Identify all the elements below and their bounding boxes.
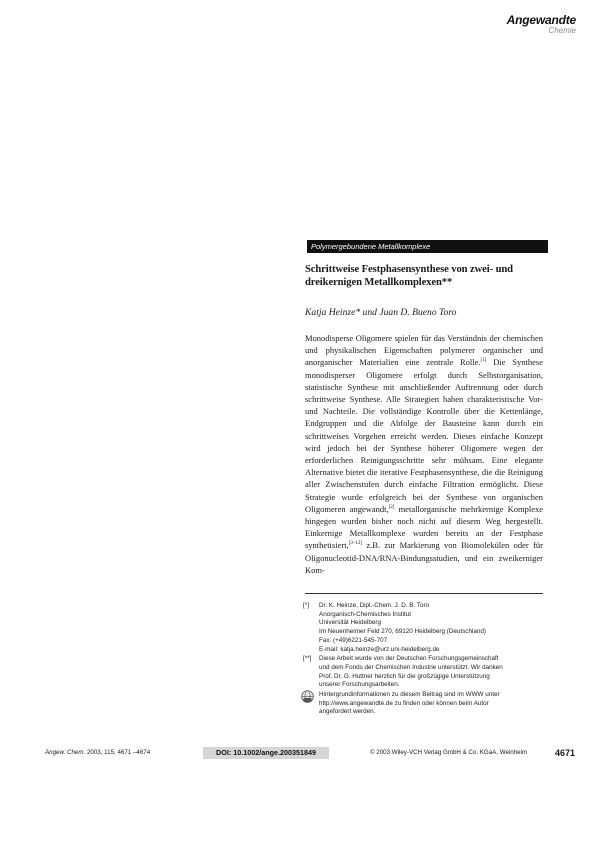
footnote-line: unserer Forschungsarbeiten. [319,681,400,689]
page-number: 4671 [555,748,576,758]
journal-logo-main: Angewandte [506,13,576,27]
footnote-line: Im Neuenheimer Feld 270, 69120 Heidelberg (Deutschland) [319,628,486,636]
www-icon [301,690,314,703]
footnote-link[interactable]: http://www.angewandte.de zu finden oder können beim Autor [319,699,489,707]
body-run: z.B. zur Markierung von Biomolekülen oder für Oligonucleotid-DNA/RNA-Bindungsstudien, und ein zweikerniger Kom- [305,540,543,575]
citation-ref: [1] [480,358,487,364]
article-title [305,264,550,289]
title-line: dreikernigen Metallkomplexen** [305,276,453,288]
author-line: Katja Heinze* und Juan D. Bueno Toro [305,307,457,318]
footnote-divider [305,593,543,594]
footer-copyright: © 2003 Wiley-VCH Verlag GmbH & Co. KGaA, Weinheim [370,749,528,756]
footnote-line: Universität Heidelberg [319,619,381,627]
journal-logo-sub: Chemie [548,26,576,35]
body-text [305,332,543,576]
footnote-email[interactable]: E-mail: katja.heinze@urz.uni-heidelberg.de [319,645,440,653]
footnotes [303,602,548,718]
citation-ref: [2] [388,505,395,511]
footnote-line: Diese Arbeit wurde von der Deutschen Forschungsgemeinschaft [319,655,499,663]
title-line: Schrittweise Festphasensynthese von zwei- und [305,264,513,275]
section-heading: Polymergebundene Metallkomplexe [307,240,548,253]
footnote-acknowledgement [303,655,548,690]
footnote-line: und dem Fonds der Chemischen Industrie unterstützt. Wir danken [319,663,503,671]
footnote-supporting-info [303,691,548,717]
footnote-line: Hintergrundinformationen zu diesem Beitrag sind im WWW unter [319,691,500,699]
citation-ref: [3–12] [348,541,363,547]
body-run: Monodisperse Oligomere spielen für das Verständnis der chemischen und physikalischen Eigenschaften polymerer organischer und anorganischer Materialien eine zentrale Rolle. [305,333,543,368]
footer-doi[interactable]: DOI: 10.1002/ange.200351849 [203,747,329,759]
journal-logo [507,14,576,35]
footnote-mark: [**] [303,655,312,663]
footnote-line: Dr. K. Heinze, Dipl.-Chem. J. D. B. Toro [319,602,430,609]
footnote-affiliation [303,602,548,654]
footer-citation [45,746,150,760]
footnote-line: Prof. Dr. G. Huttner herzlich für die großzügige Unterstützung [319,672,490,680]
body-run: Die Synthese monodisperser Oligomere erfolgt durch Selbstorganisation, statistische Synthese mit anschließender Auftrennung oder durch schrittweise Synthese. Alle Strategien haben charakteristische Vor- und Nachteile. Die vollständige Kontrolle über die Kettenlänge, Endgruppen und die Abfolge der Bausteine kann durch ein schrittweises Vorgehen erreicht werden. Dieses einfache Konzept wird jedoch bei der Synthese höherer Oligomere wegen der erforderlichen Reinigungsschritte sehr mühsam. Eine elegante Alternative bietet die iterative Festphasensynthese, die die Reinigung aller Zwischenstufen durch einfache Filtration ermöglicht. Diese Strategie wurde erfolgreich bei der Synthese von organischen Oligomeren angewandt, [305,357,543,514]
body-paragraph [305,332,543,576]
footnote-line: Fax: (+49)6221-545-707 [319,636,388,644]
page-footer [0,746,595,760]
footnote-mark: [*] [303,602,309,609]
footer-volume: 2003, 115, 4671 –4674 [85,749,151,756]
body-run: metallorganische mehrkernige Komplexe hingegen wurden bisher noch nicht auf diesem Weg hergestellt. Einkernige Metallkomplexe wurden bereits an der Festphase synthetisiert, [305,503,544,551]
footer-journal-name: Angew. Chem. [45,749,86,756]
footnote-line: angefordert werden. [319,708,376,716]
footnote-line: Anorganisch-Chemisches Institut [319,610,412,618]
